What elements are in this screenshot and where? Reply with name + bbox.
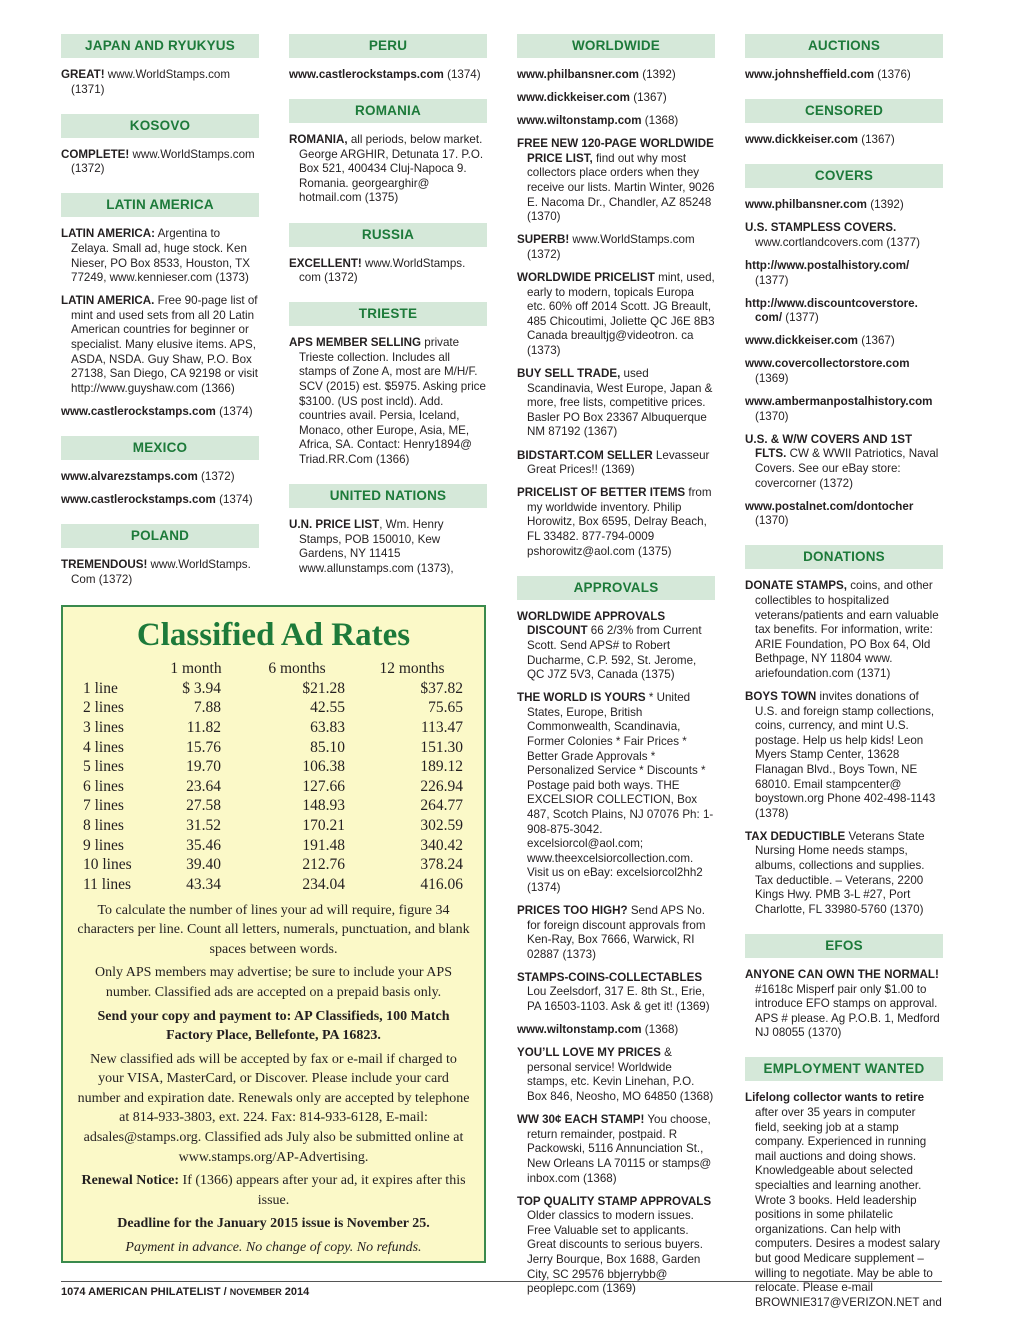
ad-entry: DONATE STAMPS, coins, and other collectibles to hospitalized veterans/patients and earn valuable tax benefits. For information, write: ARIE Foundation, PO Box 64, Old Bethpage, NY 11804 www. ariefoundation.com (1371) bbox=[745, 579, 939, 680]
rates-new-ads-text: New classified ads will be accepted by fax or e-mail if charged to your VISA, MasterCard, or Discover. Please include your card number and expiration date. Renewals only are accepted by telephone at 814-933-3803, ext. 224. Fax: 814-933-6128, E-mail: adsales@stamps.org. Classified ads July also be submitted online at www.stamps.org/AP-Advertising. bbox=[77, 1051, 470, 1165]
rates-price: 416.06 bbox=[420, 875, 463, 893]
page-footer bbox=[61, 1286, 309, 1298]
rates-line-count: 8 lines bbox=[83, 816, 124, 834]
section-header-auctions: AUCTIONS bbox=[745, 34, 943, 58]
section-header-approvals: APPROVALS bbox=[517, 576, 715, 600]
rates-row bbox=[83, 757, 467, 777]
section-header-efos: EFOS bbox=[745, 934, 943, 958]
ad-entry: LATIN AMERICA. Free 90-page list of mint and used sets from all 20 Latin American countries for beginner or specialist. Many elusive items. APS, ASDA, NSDA. Guy Shaw, P.O. Box 27138, San Diego, CA 92198 or visit http://www.guyshaw.com (1366) bbox=[61, 294, 258, 395]
ad-entry: ANYONE CAN OWN THE NORMAL! #1618c Misperf pair only $1.00 to introduce EFO stamps on approval. APS # please. Ag P.O.B. 1, Medford NJ 08055 (1370) bbox=[745, 967, 940, 1040]
rates-price: 127.66 bbox=[302, 777, 345, 795]
ad-entry: www.wiltonstamp.com (1368) bbox=[517, 114, 679, 128]
rates-line-count: 7 lines bbox=[83, 797, 124, 815]
ad-entry: TREMENDOUS! www.WorldStamps. Com (1372) bbox=[61, 558, 251, 586]
rates-price: 15.76 bbox=[186, 738, 221, 756]
ad-entry: www.dickkeiser.com (1367) bbox=[745, 334, 895, 348]
rates-calc-text: To calculate the number of lines your ad will require, figure 34 characters per line. Count all letters, numerals, punctuation, and blank spaces between words. bbox=[77, 902, 470, 957]
ad-entry: http://www.discountcoverstore. com/ (1377) bbox=[745, 296, 918, 325]
section-header-poland: POLAND bbox=[61, 524, 259, 548]
rates-table bbox=[83, 659, 467, 895]
ad-entry: BUY SELL TRADE, used Scandinavia, West Europe, Japan & more, free lists, competitive prices. Basler PO Box 23367 Albuquerque NM 87192 (1367) bbox=[517, 367, 713, 439]
ad-entry: FREE NEW 120-PAGE WORLDWIDE PRICE LIST, find out why most collectors place orders when they receive our lists. Martin Winter, 9026 E. Nacoma Dr., Chandler, AZ 85248 (1370) bbox=[517, 137, 715, 224]
rates-row bbox=[83, 679, 467, 699]
rates-line-count: 4 lines bbox=[83, 738, 124, 756]
section-header-kosovo: KOSOVO bbox=[61, 114, 259, 138]
rates-price: $37.82 bbox=[420, 679, 463, 697]
rates-price: 340.42 bbox=[420, 836, 463, 854]
ad-entry: www.philbansner.com (1392) bbox=[517, 68, 676, 81]
rates-price: $21.28 bbox=[302, 679, 345, 697]
ad-entry: EXCELLENT! www.WorldStamps. com (1372) bbox=[289, 256, 466, 285]
rates-line-count: 3 lines bbox=[83, 718, 124, 736]
footer-rule bbox=[61, 1281, 942, 1282]
rates-price: 85.10 bbox=[310, 738, 345, 756]
section-header-employment-wanted: EMPLOYMENT WANTED bbox=[745, 1057, 943, 1081]
rates-row bbox=[83, 816, 467, 836]
rates-col-header: 1 month bbox=[170, 660, 222, 677]
ad-entry: STAMPS-COINS-COLLECTABLES Lou Zeelsdorf, 317 E. 8th St., Erie, PA 16503-1103. Ask & get it! (1369) bbox=[517, 970, 710, 1014]
rates-price: $ 3.94 bbox=[182, 679, 221, 697]
rates-line-count: 1 line bbox=[83, 679, 118, 697]
rates-price: 212.76 bbox=[302, 856, 345, 874]
rates-price: 226.94 bbox=[420, 777, 463, 795]
rates-row bbox=[83, 875, 467, 895]
ad-entry: YOU’LL LOVE MY PRICES & personal service! Worldwide stamps, etc. Kevin Linehan, P.O. Box 846, Neosho, MO 64850 (1368) bbox=[517, 1046, 714, 1104]
rates-line-count: 11 lines bbox=[83, 875, 132, 893]
rates-line-count: 2 lines bbox=[83, 699, 124, 717]
rates-row bbox=[83, 699, 467, 719]
rates-price: 11.82 bbox=[186, 718, 221, 736]
rates-title: Classified Ad Rates bbox=[136, 617, 411, 653]
rates-price: 19.70 bbox=[186, 758, 221, 776]
ad-entry: WORLDWIDE APPROVALS DISCOUNT 66 2/3% from Current Scott. Send APS# to Robert Ducharme, C.P. 592, St. Jerome, QC J7Z 5V3, Canada (1375) bbox=[517, 609, 702, 682]
rates-price: 31.52 bbox=[186, 816, 221, 834]
ad-entry: www.covercollectorstore.com (1369) bbox=[745, 357, 910, 386]
ad-entry: WW 30¢ EACH STAMP! You choose, return remainder, postpaid. R Packowski, 5116 Annunciation St., New Orleans LA 70115 or stamps@ inbox.com (1368) bbox=[517, 1113, 712, 1185]
column-2 bbox=[289, 34, 487, 585]
ad-entry: www.postalnet.com/dontocher (1370) bbox=[745, 499, 914, 528]
page-number: 1074 bbox=[61, 1286, 86, 1298]
rates-row bbox=[83, 836, 467, 856]
rates-price: 23.64 bbox=[186, 777, 221, 795]
section-header-latin-america: LATIN AMERICA bbox=[61, 193, 259, 217]
ad-entry: www.castlerockstamps.com (1374) bbox=[289, 68, 481, 81]
rates-line-count: 9 lines bbox=[83, 836, 124, 854]
issue-month: NOVEMBER bbox=[229, 1287, 282, 1297]
ad-entry: www.ambermanpostalhistory.com (1370) bbox=[745, 395, 933, 423]
rates-line-count: 5 lines bbox=[83, 758, 124, 776]
rates-header-row bbox=[83, 659, 467, 679]
ad-entry: PRICELIST OF BETTER ITEMS from my worldwide inventory. Philip Horowitz, Box 6595, Delray Beach, FL 33482. 877-794-0009 pshorowitz@aol.com (1375) bbox=[517, 486, 712, 558]
section-header-russia: RUSSIA bbox=[289, 223, 487, 247]
ad-entry: THE WORLD IS YOURS * United States, Europe, British Commonwealth, Scandinavia, Former Colonies * Fair Prices * Better Grade Approvals * Personalized Service * Discounts * Postage paid both ways. THE EXCELSIOR COLLECTION, Box 487, Scotch Plains, NJ 07076 Ph: 1-908-875-3042. excelsiorcol@aol.com; www.theexcelsiorcollection.com. Visit us on eBay: excelsiorcol2hh2 (1374) bbox=[517, 691, 714, 894]
section-header-covers: COVERS bbox=[745, 164, 943, 188]
rates-price: 106.38 bbox=[302, 758, 345, 776]
rates-price: 148.93 bbox=[302, 797, 345, 815]
ad-entry: www.castlerockstamps.com (1374) bbox=[61, 404, 253, 418]
section-header-censored: CENSORED bbox=[745, 99, 943, 123]
ad-entry: BIDSTART.COM SELLER Levasseur Great Prices!! (1369) bbox=[517, 448, 710, 477]
ad-entry: LATIN AMERICA: Argentina to Zelaya. Small ad, huge stock. Ken Nieser, PO Box 8533, Houston, TX 77249, www.kennieser.com (1373) bbox=[61, 227, 250, 285]
rates-row bbox=[83, 777, 467, 797]
ad-entry: www.dickkeiser.com (1367) bbox=[745, 133, 895, 147]
ad-entry: www.philbansner.com (1392) bbox=[745, 198, 904, 212]
rates-price: 113.47 bbox=[420, 718, 463, 736]
ad-entry: ROMANIA, all periods, below market. George ARGHIR, Detunata 17. P.O. Box 521, 400434 Cluj-Napoca 9. Romania. georgearghir@ hotmail.com (1375) bbox=[289, 133, 484, 205]
ad-entry: www.alvarezstamps.com (1372) bbox=[61, 470, 235, 483]
ad-entry: COMPLETE! www.WorldStamps.com (1372) bbox=[61, 147, 255, 176]
rates-renewal-notice: Renewal Notice: If (1366) appears after your ad, it expires after this issue. bbox=[81, 1173, 466, 1208]
section-header-donations: DONATIONS bbox=[745, 545, 943, 569]
section-header-japan: JAPAN AND RYUKYUS bbox=[61, 34, 259, 58]
section-header-worldwide: WORLDWIDE bbox=[517, 34, 715, 58]
rates-row bbox=[83, 797, 467, 817]
ad-entry: www.castlerockstamps.com (1374) bbox=[61, 493, 253, 507]
section-header-romania: ROMANIA bbox=[289, 99, 487, 123]
rates-price: 63.83 bbox=[310, 718, 345, 736]
ad-entry: SUPERB! www.WorldStamps.com (1372) bbox=[517, 233, 695, 261]
rates-line-count: 10 lines bbox=[83, 856, 132, 874]
rates-payment-note: Payment in advance. No change of copy. No refunds. bbox=[125, 1240, 422, 1256]
ad-entry: www.johnsheffield.com (1376) bbox=[745, 68, 911, 81]
rates-price: 42.55 bbox=[310, 699, 345, 717]
ad-entry: TAX DEDUCTIBLE Veterans State Nursing Home needs stamps, albums, collections and supplies. Tax deductible. – Veterans, 2200 Kings Hwy. PMB 3-L #27, Port Charlotte, FL 33980-5760 (1370) bbox=[745, 829, 925, 916]
rates-row bbox=[83, 738, 467, 758]
ad-entry: U.S. & W/W COVERS AND 1ST FLTS. CW & WWII Patriotics, Naval Covers. See our eBay store: covercorner (1372) bbox=[745, 432, 939, 490]
section-header-peru: PERU bbox=[289, 34, 487, 58]
ad-entry: BOYS TOWN invites donations of U.S. and foreign stamp collections, coins, currency, and mint U.S. postage. Help us help kids! Leon Myers Stamp Center, 13628 Flanagan Blvd., Boys Town, NE 68010. Email stampcenter@ boystown.org Phone 402-498-1143 (1378) bbox=[745, 690, 936, 820]
ad-entry: www.dickkeiser.com (1367) bbox=[517, 91, 667, 105]
rates-price: 43.34 bbox=[186, 875, 221, 893]
rates-price: 234.04 bbox=[302, 875, 345, 893]
section-header-united-nations: UNITED NATIONS bbox=[289, 484, 487, 508]
rates-price: 27.58 bbox=[186, 797, 221, 815]
issue-year: 2014 bbox=[284, 1286, 310, 1298]
rates-line-count: 6 lines bbox=[83, 777, 124, 795]
rates-price: 75.65 bbox=[428, 699, 463, 717]
ad-entry: GREAT! www.WorldStamps.com (1371) bbox=[61, 68, 230, 96]
rates-price: 378.24 bbox=[420, 856, 463, 874]
section-header-trieste: TRIESTE bbox=[289, 302, 487, 326]
ad-entry: http://www.postalhistory.com/ (1377) bbox=[745, 258, 910, 287]
rates-price: 39.40 bbox=[186, 856, 221, 874]
ad-entry: PRICES TOO HIGH? Send APS No. for foreign discount approvals from Ken-Ray, Box 7666, Warwick, RI 02887 (1373) bbox=[517, 904, 706, 961]
rates-price: 7.88 bbox=[193, 699, 221, 717]
rates-price: 189.12 bbox=[420, 758, 463, 776]
rates-send-text: Send your copy and payment to: AP Classifieds, 100 Match Factory Place, Bellefonte, PA 16823. bbox=[97, 1008, 450, 1044]
classified-ad-rates-box bbox=[61, 605, 486, 1263]
rates-members-text: Only APS members may advertise; be sure to include your APS number. Classified ads are accepted on a prepaid basis only. bbox=[95, 965, 452, 1000]
ad-entry: APS MEMBER SELLING private Trieste collection. Includes all stamps of Zone A, most are M/H/F. SCV (2015) est. $5975. Asking price $3100. (US post incld). Add. countries avail. Persia, Iceland, Monaco, other Europe, Asia, ME, Africa, SA. Contact: Henry1894@ Triad.RR.Com (1366) bbox=[289, 336, 486, 466]
ad-entry: Lifelong collector wants to retire after over 35 years in computer field, seeking job at a stamp company. Experienced in running mail auctions and doing shows. Knowledgeable about selected specialties and learning another. Wrote 3 books. Held leadership positions in some philatelic organizations. Can help with computers. Desires a modest salary but good Medicare supplement – willing to negotiate. May be able to relocate. Please e-mail BROWNIE317@VERIZON.NET and bbox=[745, 1091, 942, 1309]
rates-price: 151.30 bbox=[420, 738, 463, 756]
magazine-name: AMERICAN PHILATELIST / bbox=[88, 1286, 227, 1298]
rates-price: 191.48 bbox=[302, 836, 345, 854]
column-4 bbox=[745, 34, 943, 1319]
rates-row bbox=[83, 855, 467, 875]
column-1 bbox=[61, 34, 259, 596]
rates-deadline: Deadline for the January 2015 issue is November 25. bbox=[117, 1216, 430, 1232]
ad-entry: www.wiltonstamp.com (1368) bbox=[517, 1023, 679, 1037]
rates-price: 302.59 bbox=[420, 816, 463, 834]
section-header-mexico: MEXICO bbox=[61, 436, 259, 460]
column-3 bbox=[517, 34, 715, 1305]
rates-price: 264.77 bbox=[420, 797, 463, 815]
ad-entry: TOP QUALITY STAMP APPROVALS Older classics to modern issues. Free Valuable set to applicants. Great discounts to serious buyers. Jerry Bourque, Box 1688, Garden City, SC 29576 bbjerrybb@ peoplepc.com (1369) bbox=[517, 1194, 712, 1296]
ad-entry: U.S. STAMPLESS COVERS. www.cortlandcovers.com (1377) bbox=[745, 221, 920, 249]
rates-price: 35.46 bbox=[186, 836, 221, 854]
rates-row bbox=[83, 718, 467, 738]
rates-col-header: 6 months bbox=[268, 660, 326, 677]
rates-price: 170.21 bbox=[302, 816, 345, 834]
rates-col-header: 12 months bbox=[379, 660, 445, 677]
ad-entry: U.N. PRICE LIST, Wm. Henry Stamps, POB 150010, Kew Gardens, NY 11415 www.allunstamps.com (1373), bbox=[289, 518, 454, 575]
ad-entry: WORLDWIDE PRICELIST mint, used, early to modern, topicals Europa etc. 60% off 2014 Scott. JG Breault, 485 Chicoutimi, Joliette QC J6E 8B3 Canada breaultjg@videotron. ca (1373) bbox=[517, 271, 715, 357]
